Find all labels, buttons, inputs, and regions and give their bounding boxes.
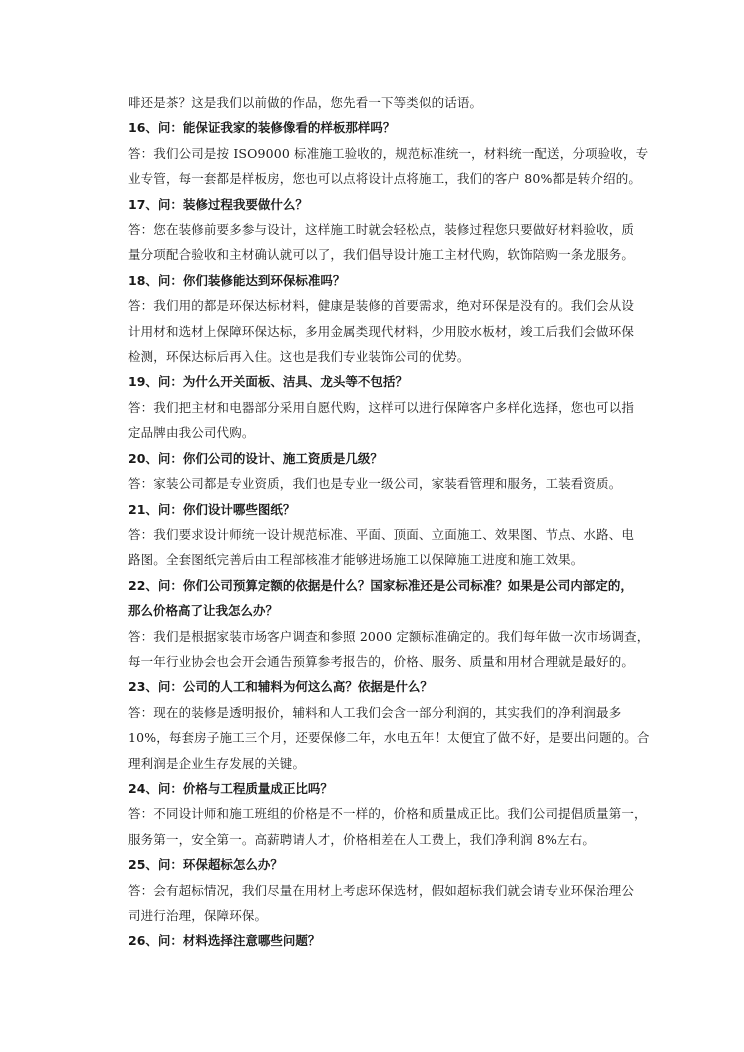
answer-line: 10%，每套房子施工三个月，还要保修二年，水电五年！太便宜了做不好，是要出问题的。合 [128,730,650,746]
answer-line: 答：会有超标情况，我们尽量在用材上考虑环保选材，假如超标我们就会请专业环保治理公 [128,882,635,898]
answer-line: 检测，环保达标后再入住。这也是我们专业装饰公司的优势。 [128,349,470,365]
answer-line: 司进行治理，保障环保。 [128,908,268,923]
question-heading: 17、问：装修过程我要做什么？ [128,196,308,212]
answer-line: 答：我们用的都是环保达标材料，健康是装修的首要需求，绝对环保是没有的。我们会从设 [128,298,635,314]
question-heading: 25、问：环保超标怎么办？ [128,857,283,873]
question-heading: 18、问：你们装修能达到环保标准吗？ [128,272,346,288]
answer-line: 定品牌由我公司代购。 [128,425,255,441]
question-heading: 24、问：价格与工程质量成正比吗？ [128,780,333,796]
answer-line: 每一年行业协会也会开会通告预算参考报告的，价格、服务、质量和用材合理就是最好的。 [128,653,635,669]
answer-line: 啡还是茶？这是我们以前做的作品，您先看一下等类似的话语。 [128,95,483,110]
document-page [128,90,650,954]
answer-line: 理利润是企业生存发展的关键。 [128,755,306,771]
answer-line: 业专管，每一套都是样板房，您也可以点将设计点将施工，我们的客户 80%都是转介绍的。 [128,171,642,187]
answer-line: 路图。全套图纸完善后由工程部核准才能够进场施工以保障施工进度和施工效果。 [128,552,584,568]
answer-line: 答：我们把主材和电器部分采用自愿代购，这样可以进行保障客户多样化选择，您也可以指 [128,399,635,415]
question-heading: 20、问：你们公司的设计、施工资质是几级？ [128,450,383,466]
question-heading: 21、问：你们设计哪些图纸？ [128,501,296,517]
answer-line: 量分项配合验收和主材确认就可以了，我们倡导设计施工主材代购，软饰陪购一条龙服务。 [128,247,635,263]
answer-line: 计用材和选材上保障环保达标，多用金属类现代材料，少用胶水板材，竣工后我们会做环保 [128,323,635,339]
answer-line: 答：不同设计师和施工班组的价格是不一样的，价格和质量成正比。我们公司提倡质量第一， [128,806,647,822]
answer-line: 答：我们要求设计师统一设计规范标准、平面、顶面、立面施工、效果图、节点、水路、电 [128,526,635,542]
answer-line: 服务第一，安全第一。高薪聘请人才，价格相差在人工费上，我们净利润 8%左右。 [128,831,596,847]
question-heading: 19、问：为什么开关面板、洁具、龙头等不包括？ [128,374,408,390]
answer-line: 答：您在装修前要多参与设计，这样施工时就会轻松点，装修过程您只要做好材料验收，质 [128,222,635,238]
question-heading: 26、问：材料选择注意哪些问题？ [128,933,321,949]
answer-line: 答：现在的装修是透明报价，辅料和人工我们会含一部分利润的，其实我们的净利润最多 [128,704,622,720]
answer-line: 答：家装公司都是专业资质，我们也是专业一级公司，家装看管理和服务，工装看资质。 [128,476,622,492]
answer-line: 答：我们是根据家装市场客户调查和参照 2000 定额标准确定的。我们每年做一次市场调查， [128,628,650,644]
question-heading: 23、问：公司的人工和辅料为何这么高？依据是什么？ [128,679,433,695]
question-heading: 16、问：能保证我家的装修像看的样板那样吗？ [128,120,396,136]
answer-line: 答：我们公司是按 ISO9000 标准施工验收的，规范标准统一，材料统一配送，分项验收，专 [128,145,649,161]
question-heading: 那么价格高了让我怎么办？ [128,603,279,619]
question-heading: 22、问：你们公司预算定额的依据是什么？国家标准还是公司标准？如果是公司内部定的， [128,577,633,593]
